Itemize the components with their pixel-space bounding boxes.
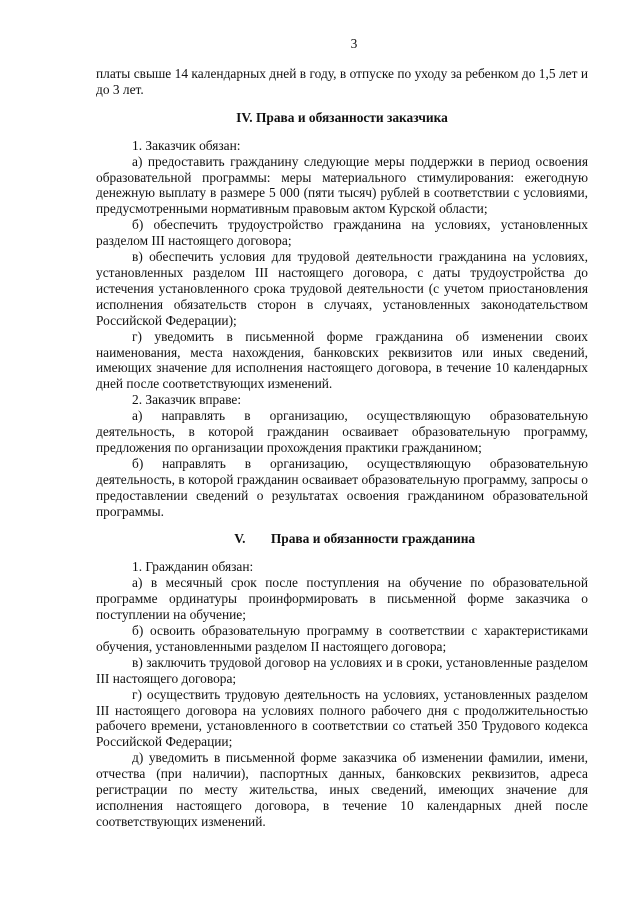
document-page xyxy=(96,36,588,830)
section-5-item-d: д) уведомить в письменной форме заказчика об изменении фамилии, имени, отчества (при наличии), паспортных данных, банковских реквизитов, адреса регистрации по месту жительства, иных сведений, имеющих значение для исполнения настоящего договора, в течение 10 календарных дней после соответствующих изменений. xyxy=(96,750,588,829)
section-4-item-a: а) предоставить гражданину следующие меры поддержки в период освоения образовательной программы: меры материального стимулирования: ежегодную денежную выплату в размере 5 000 (пяти тысяч) рублей в соответствии с условиями, предусмотренными нормативным правовым актом Курской области; xyxy=(96,153,588,217)
section-5-clause-1: 1. Гражданин обязан: xyxy=(132,559,254,575)
section-5-item-v: в) заключить трудовой договор на условиях и в сроки, установленные разделом III настоящего договора; xyxy=(96,654,588,686)
section-4-item-v: в) обеспечить условия для трудовой деятельности гражданина на условиях, установленных разделом III настоящего договора, с даты трудоустройства до истечения установленного срока трудовой деятельности (с учетом приостановления исполнения обязательств сторон в случаях, установленных законодательством Российской Федерации); xyxy=(96,249,588,328)
section-4-item-g: г) уведомить в письменной форме гражданина об изменении своих наименования, места нахождения, банковских реквизитов или иных сведений, имеющих значение для исполнения настоящего договора, в течение 10 календарных дней после соответствующих изменений. xyxy=(96,328,588,392)
section-5-item-b: б) освоить образовательную программу в соответствии с характеристиками обучения, установленными разделом II настоящего договора; xyxy=(96,623,588,654)
section-4-clause-2: 2. Заказчик вправе: xyxy=(132,392,242,408)
page-number: 3 xyxy=(350,36,358,51)
section-5-heading xyxy=(96,531,588,547)
section-4-clause-1: 1. Заказчик обязан: xyxy=(132,137,241,153)
section-4-item-b2: б) направлять в организацию, осуществляющую образовательную деятельность, в которой гражданин осваивает образовательную программу, запросы о предоставлении сведений о результатах освоения гражданином образовательной программы. xyxy=(96,455,588,519)
section-5-number: V. xyxy=(234,531,246,547)
section-5-item-g: г) осуществить трудовую деятельность на условиях, установленных разделом III настоящего договора на условиях полного рабочего дня с продолжительностью рабочего времени, установленного в соответствии со статьей 350 Трудового кодекса Российской Федерации; xyxy=(96,686,588,750)
section-5-title: Права и обязанности гражданина xyxy=(270,531,476,547)
section-4-item-b: б) обеспечить трудоустройство гражданина на условиях, установленных разделом III настоящего договора; xyxy=(96,217,588,249)
intro-paragraph: платы свыше 14 календарных дней в году, в отпуске по уходу за ребенком до 1,5 лет и до 3 лет. xyxy=(96,66,588,97)
section-5-item-a: а) в месячный срок после поступления на обучение по образовательной программе ординатуры проинформировать в письменной форме заказчика о поступлении на обучение; xyxy=(96,575,588,623)
section-4-item-a2: а) направлять в организацию, осуществляющую образовательную деятельность, в которой гражданин осваивает образовательную программу, предложения по организации прохождения практики гражданином; xyxy=(96,408,588,455)
section-4-heading: IV. Права и обязанности заказчика xyxy=(236,109,448,125)
